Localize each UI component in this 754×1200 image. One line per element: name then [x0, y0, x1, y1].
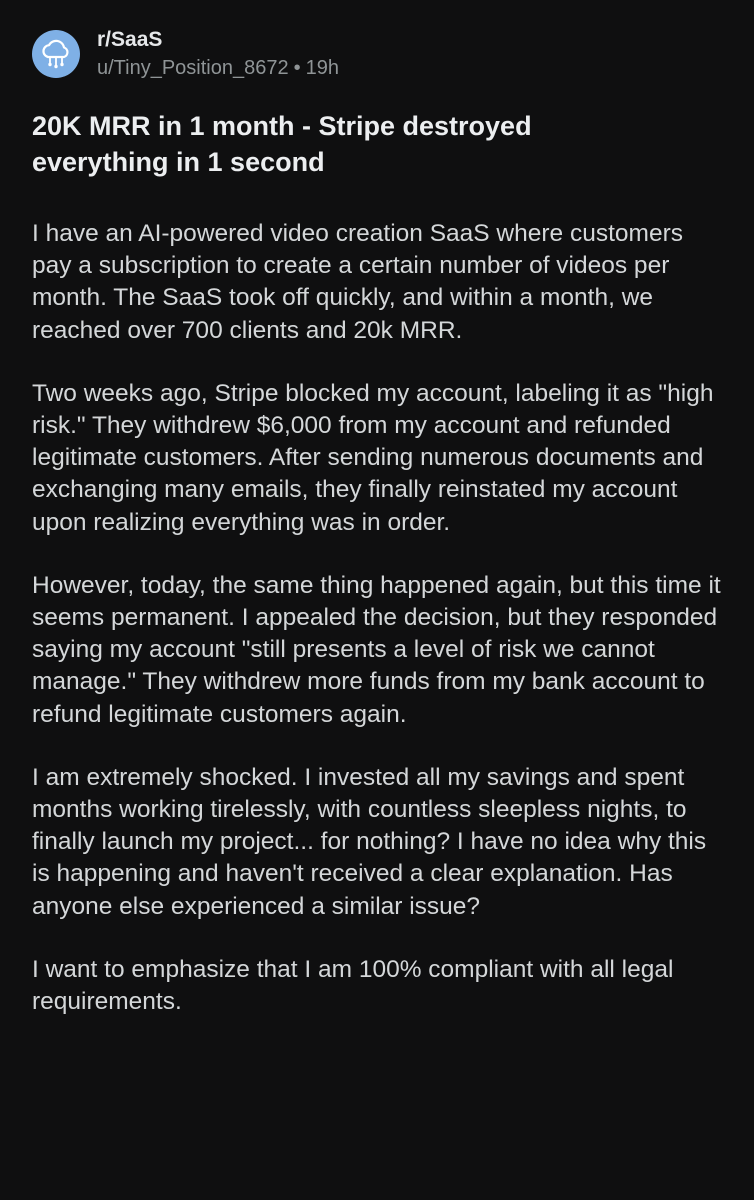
author-username[interactable]: u/Tiny_Position_8672 [97, 57, 289, 79]
post-paragraph: I want to emphasize that I am 100% compliant with all legal requirements. [32, 955, 674, 1016]
post-paragraph: Two weeks ago, Stripe blocked my account, labeling it as "high risk." They withdrew $6,000 from my account and refunded legitimate customers. After sending numerous documents and exchanging many emails, they finally reinstated my account upon realizing everything was in order. [32, 379, 714, 536]
post-body [32, 218, 722, 1018]
post-age: 19h [305, 57, 340, 79]
post-paragraph: However, today, the same thing happened again, but this time it seems permanent. I appealed the decision, but they responded saying my account "still presents a level of risk we cannot manage." They withdrew more funds from my bank account to refund legitimate customers again. [32, 571, 721, 728]
post-title: 20K MRR in 1 month - Stripe destroyed everything in 1 second [32, 111, 532, 177]
cloud-circuit-icon [39, 37, 73, 71]
post-header [32, 26, 722, 82]
post-paragraph: I have an AI-powered video creation SaaS where customers pay a subscription to create a certain number of videos per month. The SaaS took off quickly, and within a month, we reached over 700 clients and 20k MRR. [32, 220, 683, 344]
subreddit-avatar[interactable] [32, 30, 80, 78]
subreddit-name[interactable]: r/SaaS [97, 28, 163, 51]
post-byline [97, 55, 339, 81]
separator-dot: • [293, 57, 301, 79]
post-meta [97, 27, 339, 81]
post-paragraph: I am extremely shocked. I invested all my savings and spent months working tirelessly, with countless sleepless nights, to finally launch my project... for nothing? I have no idea why this is happening and haven't received a clear explanation. Has anyone else experienced a similar issue? [32, 763, 707, 920]
